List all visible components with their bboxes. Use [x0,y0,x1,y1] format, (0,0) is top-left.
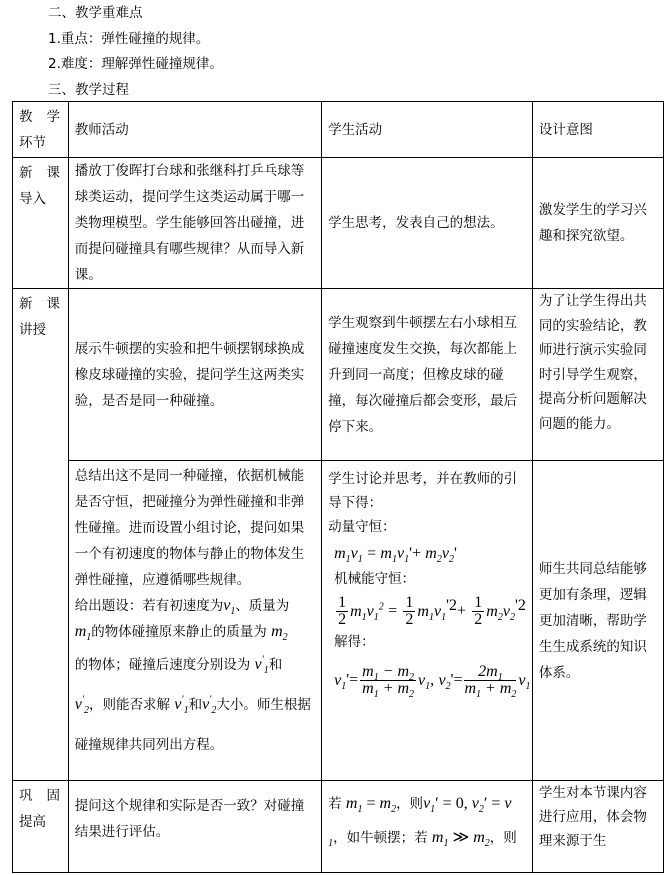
teacher-activity-cell [68,461,321,781]
student-intro-text: 学生讨论并思考，并在教师的引导下得： [328,471,518,511]
stage-char: 课 [46,165,60,181]
symbol-m1: $m_1$ [74,623,92,644]
student-activity-cell [322,461,533,781]
text-fragment: ，则 [396,796,424,812]
text-fragment: 和 [188,697,203,713]
student-activity-cell: 学生思考，发表自己的想法。 [322,158,533,289]
design-intent-cell: 师生共同总结能够更加有条理，逻辑更加清晰，帮助学生生成系统的知识体系。 [532,461,663,781]
energy-label: 机械能守恒： [334,571,416,587]
text-fragment: 、质量为 [235,598,290,614]
symbol-v1: $v_1$ [223,597,236,618]
stage-char: 巩 [19,788,33,804]
stage-char: 新 [19,165,33,181]
difficulty-text: 2.难度：理解弹性碰撞规律。 [48,56,223,72]
solution-equation: $v_1'=$ $\frac{m_1 - m_2}{m_1 + m_2}$ $v_1$, $v_2'=$ $\frac{2m_1}{m_1 + m_2}$ $v_1$ [334,663,531,701]
symbol-m2: $m_2$ [271,623,288,644]
text-fragment: 的物体；碰撞后速度分别设为 [74,657,251,673]
design-intent-cell: 激发学生的学习兴趣和探究欲望。 [532,158,663,289]
header-design-intent: 设计意图 [532,102,663,158]
section-heading-key-difficult: 二、教学重难点 [48,5,143,21]
stage-label: 讲授 [19,322,46,338]
stage-label: 导入 [19,191,46,207]
teaching-process-table [12,101,664,873]
problem-setup-text [75,598,311,753]
header-stage-char: 学 [46,109,60,125]
stage-char: 课 [46,296,60,312]
stage-cell-lecture [13,289,69,781]
stage-cell-intro [13,158,69,289]
text-fragment: ，则能否求解 [89,697,170,713]
symbol-v1-prime: $v'_1$ [174,694,189,717]
symbol-v2-prime: $v'_2$ [202,694,217,717]
momentum-equation: $m_1v_1 = m_1v_1'+ m_2v_2'$ [334,545,457,566]
text-fragment: 和 [268,657,283,673]
teacher-activity-cell: 提问这个规律和实际是否一致？对碰撞结果进行评估。 [68,781,321,873]
stage-char: 固 [46,788,60,804]
solve-label: 解得： [334,634,375,650]
symbol-v1-prime: $v'_1$ [254,654,269,677]
design-intent-cell: 为了让学生得出共同的实验结论，教师进行演示实验同时引导学生观察，提高分析问题解决问题的能力。 [532,289,663,461]
symbol-v2-prime: $v'_2$ [74,694,89,717]
header-stage [13,102,69,158]
table-row [13,158,664,289]
student-activity-cell: 若 $m_1 = m_2$，则$v_1' = 0$, $v_2' = v_1$，如牛顿摆；若 $m_1$ ≫ $m_2$，则 [322,781,533,873]
stage-cell-consolidate [13,781,69,873]
key-point-text: 1.重点：弹性碰撞的规律。 [48,31,210,47]
header-stage-label: 环节 [19,135,46,151]
energy-equation: $\frac{1}{2}$ $m_1v_1^2$ = $\frac{1}{2}$ $m_1v_1^{'2}+$ $\frac{1}{2}$ $m_2v_2^{'2}$ [338,594,526,628]
text-fragment: 的物体碰撞原来静止的质量为 [91,624,267,640]
stage-char: 新 [19,296,33,312]
text-fragment: 大小。师生根据碰撞规律共同列出方程。 [74,697,311,753]
table-header-row [13,102,664,158]
student-activity-cell: 学生观察到牛顿摆左右小球相互碰撞速度发生交换，每次都能上升到同一高度；但橡皮球的碰撞，每次碰撞后都会变形，最后停下来。 [322,289,533,461]
table-row [13,289,664,461]
text-fragment: 若 [328,796,342,812]
text-fragment: ，如牛顿摆；若 [333,830,428,846]
section-heading-process: 三、教学过程 [48,82,129,98]
table-row [13,461,664,781]
header-student-activity: 学生活动 [322,102,533,158]
teacher-activity-cell: 展示牛顿摆的实验和把牛顿摆钢球换成橡皮球碰撞的实验，提问学生这两类实验，是否是同一种碰撞。 [68,289,321,461]
teacher-summary-text: 总结出这不是同一种碰撞，依据机械能是否守恒，把碰撞分为弹性碰撞和非弹性碰撞。进而设置小组讨论，提问如果一个有初速度的物体与静止的物体发生弹性碰撞，应遵循哪些规律。 [74,468,305,588]
text-fragment: 给出题设：若有初速度为 [74,598,224,614]
header-teacher-activity: 教师活动 [68,102,321,158]
teacher-activity-cell: 播放丁俊晖打台球和张继科打乒乓球等球类运动，提问学生这类运动属于哪一类物理模型。学生能够回答出碰撞，进而提问碰撞具有哪些规律？从而导入新课。 [68,158,321,289]
header-stage-char: 教 [19,109,33,125]
design-intent-cell: 学生对本节课内容进行应用，体会物理来源于生 [532,781,663,873]
text-fragment: ，则 [489,830,517,846]
stage-label: 提高 [19,814,46,830]
momentum-label: 动量守恒： [328,519,396,535]
table-row [13,781,664,873]
